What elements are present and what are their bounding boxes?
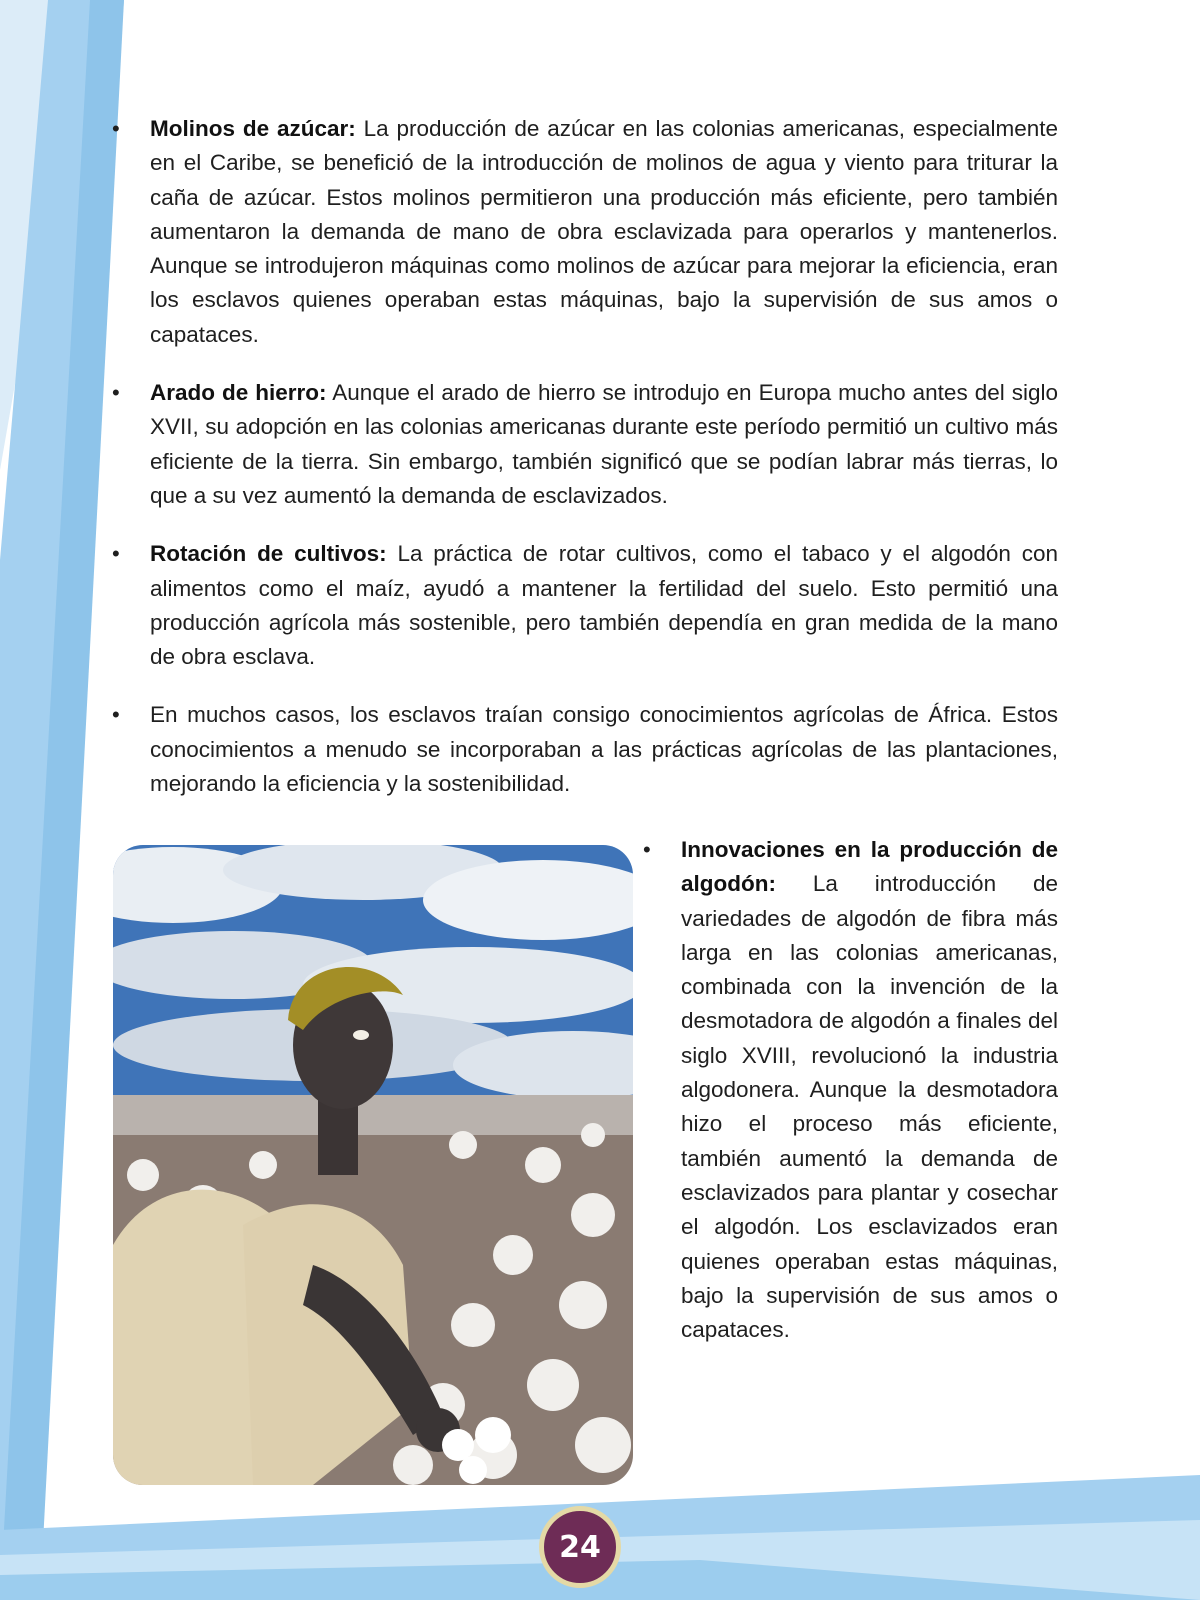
page-number-badge	[539, 1506, 621, 1588]
main-bullet-list	[112, 112, 1058, 825]
list-item	[643, 833, 1058, 1347]
bullet-icon: •	[643, 837, 651, 862]
item-text: En muchos casos, los esclavos traían consigo conocimientos agrícolas de África. Estos conocimientos a menudo se incorporaban a las prácticas agrícolas de las plantaciones, mejorando la eficiencia y la sostenibilidad.	[150, 702, 1058, 797]
item-term: Innovaciones en la producción de algodón:	[681, 837, 1058, 897]
item-text: La práctica de rotar cultivos, como el tabaco y el algodón con alimentos como el maíz, ayudó a mantener la fertilidad del suelo. Esto permitió una producción agrícola más sostenible, pero también dependía en gran medida de la mano de obra esclava.	[150, 541, 1058, 670]
item-text: Aunque el arado de hierro se introdujo en Europa mucho antes del siglo XVII, su adopción en las colonias americanas durante este período permitió un cultivo más eficiente de la tierra. Sin embargo, también significó que se podían labrar más tierras, lo que a su vez aumentó la demanda de esclavizados.	[150, 380, 1058, 508]
item-term: Arado de hierro:	[150, 380, 327, 406]
list-item	[112, 112, 1058, 352]
item-term: Rotación de cultivos:	[150, 541, 387, 567]
page-number: 24	[559, 1529, 601, 1565]
bullet-icon: •	[112, 116, 120, 141]
item-text: La producción de azúcar en las colonias americanas, especialmente en el Caribe, se benefició de la introducción de molinos de agua y viento para triturar la caña de azúcar. Estos molinos permitieron una producción más eficiente, pero también aumentaron la demanda de mano de obra esclavizada para operarlos y mantenerlos. Aunque se introdujeron máquinas como molinos de azúcar para mejorar la eficiencia, eran los esclavos quienes operaban estas máquinas, bajo la supervisión de sus amos o capataces.	[150, 116, 1058, 347]
bullet-icon: •	[112, 380, 120, 406]
side-bullet-list	[643, 833, 1058, 1371]
list-item	[112, 537, 1058, 674]
bullet-icon: •	[112, 541, 120, 567]
list-item	[112, 376, 1058, 513]
cotton-field-illustration	[113, 845, 633, 1485]
item-term: Molinos de azúcar:	[150, 116, 356, 141]
list-item	[112, 698, 1058, 801]
bullet-icon: •	[112, 702, 120, 728]
item-text: La introducción de variedades de algodón de fibra más larga en las colonias americanas, combinada con la invención de la desmotadora de algodón a finales del siglo XVIII, revolucionó la industria algodonera. Aunque la desmotadora hizo el proceso más eficiente, también aumentó la demanda de esclavizados para plantar y cosechar el algodón. Los esclavizados eran quienes operaban estas máquinas, bajo la supervisión de sus amos o capataces.	[681, 871, 1058, 1343]
